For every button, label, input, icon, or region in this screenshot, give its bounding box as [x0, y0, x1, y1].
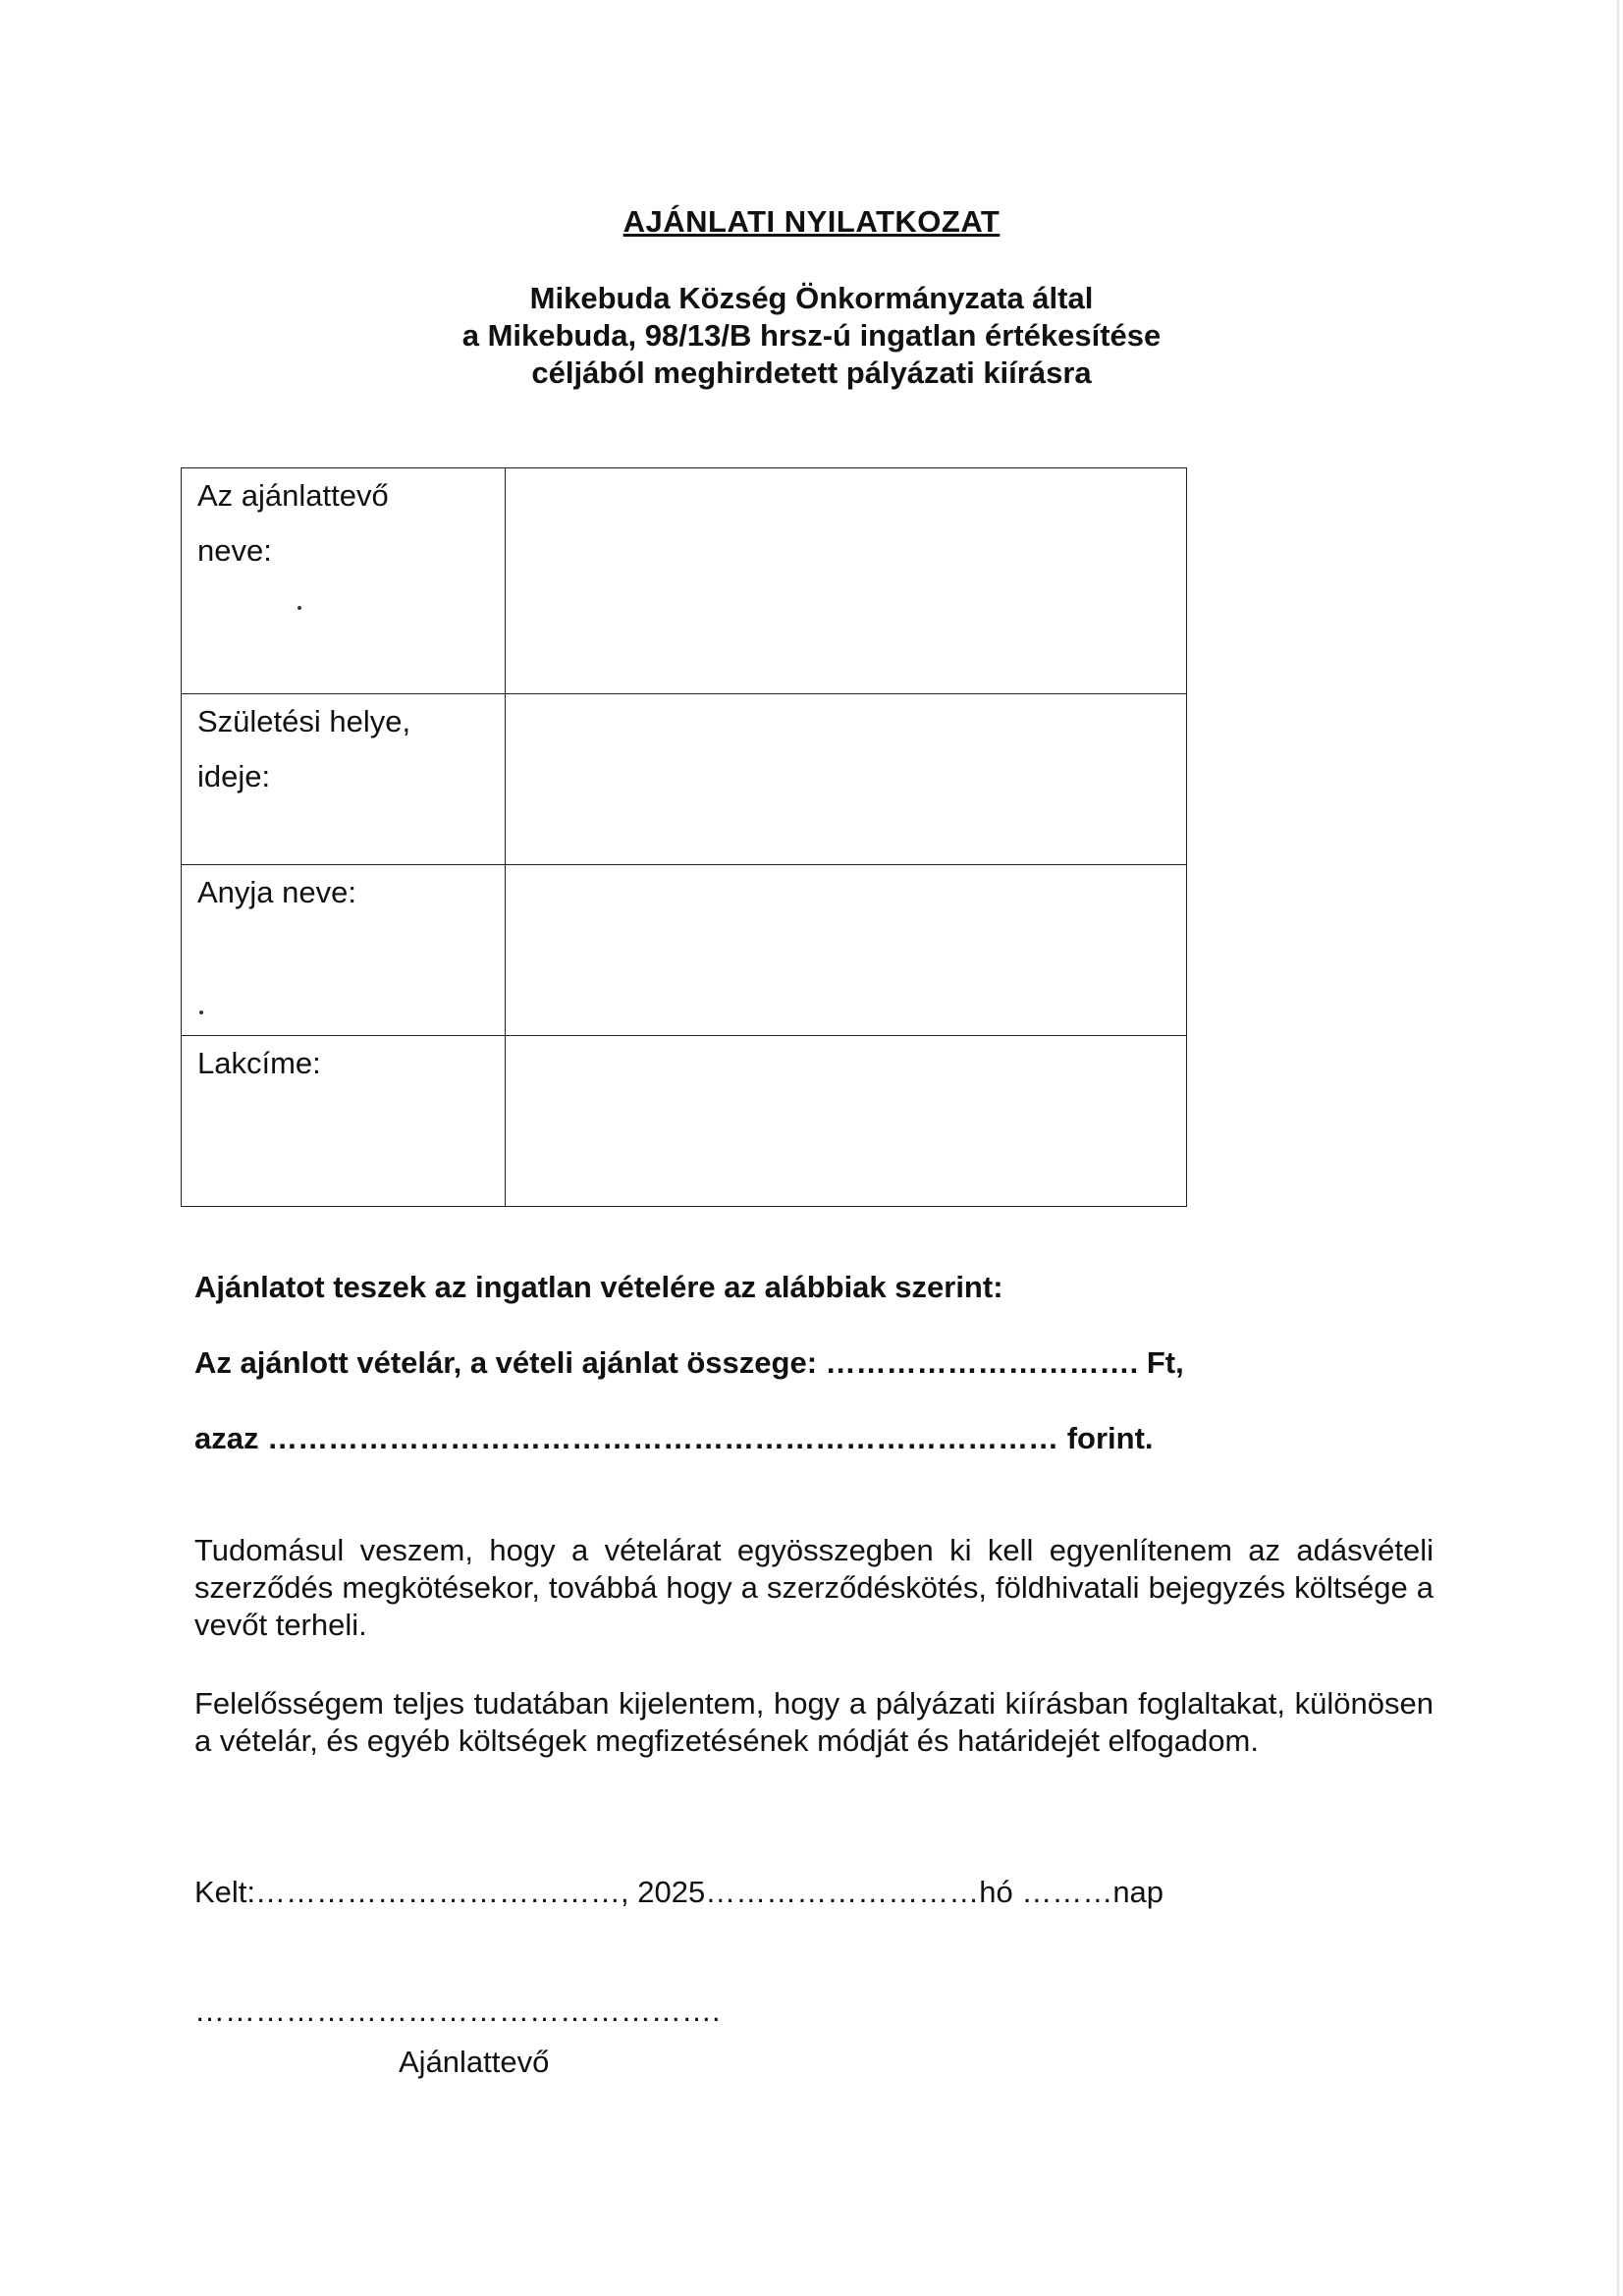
table-row — [182, 468, 1187, 694]
document-title: AJÁNLATI NYILATKOZAT — [622, 204, 1001, 239]
subtitle-line: céljából meghirdetett pályázati kiírásra — [531, 355, 1092, 390]
stray-dot — [199, 1011, 203, 1014]
date-line: Kelt:………………………………, 2025………………………hó ………nap — [194, 1875, 1164, 1909]
mother-name-label-cell — [182, 865, 506, 1036]
label-text: Születési helye, — [197, 704, 411, 738]
offer-price-words-line: azaz …………………………………………………………………… forint. — [194, 1421, 1154, 1455]
bidder-name-label-cell — [182, 468, 506, 694]
mother-name-field[interactable] — [506, 865, 1187, 1036]
table-row — [182, 694, 1187, 865]
signature-line: ……………………………………………. — [194, 1994, 721, 2028]
address-field[interactable] — [506, 1036, 1187, 1207]
offer-intro: Ajánlatot teszek az ingatlan vételére az alábbiak szerint: — [194, 1270, 1003, 1304]
signature-label: Ajánlattevő — [399, 2045, 550, 2079]
birth-place-date-field[interactable] — [506, 694, 1187, 865]
acknowledgement-paragraph: Tudomásul veszem, hogy a vételárat egyösszegben ki kell egyenlítenem az adásvételi szerződés megkötésekor, továbbá hogy a szerződéskötés, földhivatali bejegyzés költsége a vevőt terheli. — [194, 1533, 1434, 1642]
subtitle-line: a Mikebuda, 98/13/B hrsz-ú ingatlan értékesítése — [461, 318, 1162, 353]
label-text: Anyja neve: — [197, 875, 356, 909]
address-label-cell — [182, 1036, 506, 1207]
table-row — [182, 865, 1187, 1036]
label-text: Lakcíme: — [197, 1046, 321, 1080]
offer-price-line: Az ajánlott vételár, a vételi ajánlat összege: …………………………. Ft, — [194, 1345, 1184, 1380]
label-text: neve: — [197, 533, 272, 568]
label-text: Az ajánlattevő — [197, 478, 389, 513]
stray-dot — [298, 606, 301, 610]
document-subtitle — [0, 280, 1623, 392]
label-text: ideje: — [197, 759, 271, 793]
bidder-name-field[interactable] — [506, 468, 1187, 694]
birth-place-date-label-cell — [182, 694, 506, 865]
bidder-info-table — [181, 467, 1187, 1207]
subtitle-line: Mikebuda Község Önkormányzata által — [529, 281, 1094, 315]
declaration-paragraph: Felelősségem teljes tudatában kijelentem, hogy a pályázati kiírásban foglaltakat, különösen a vételár, és egyéb költségek megfizetésének módját és határidejét elfogadom. — [194, 1686, 1434, 1758]
table-row — [182, 1036, 1187, 1207]
